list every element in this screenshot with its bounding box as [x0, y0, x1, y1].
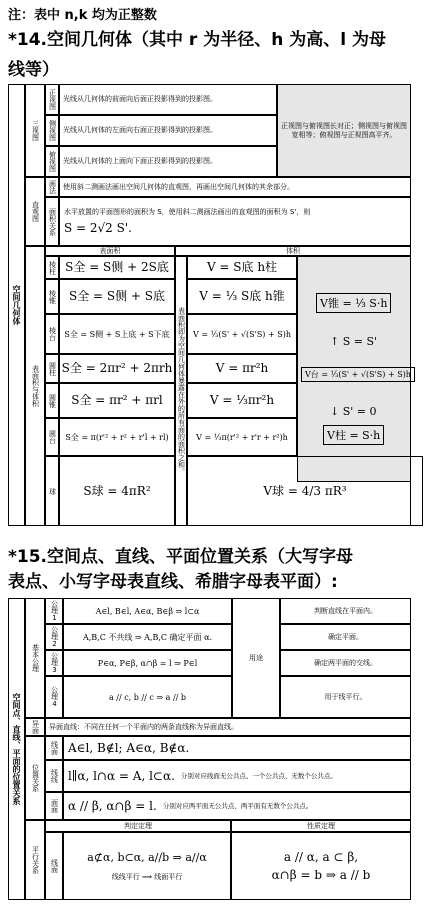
position-relation-label: 位置关系	[25, 736, 45, 820]
front-view-label: 正视图	[45, 84, 59, 115]
parallel-judge-cell	[63, 832, 231, 900]
surface-area-formula: S全 = 2πr² + 2πrh	[59, 354, 175, 383]
parallel-prop-cell	[231, 832, 411, 900]
parallel-label: 平行关系	[25, 820, 45, 900]
area-relation-label: 面积关系	[45, 197, 59, 246]
side-view-desc: 光线从几何体的左面向右面正投影得到的投影图。	[59, 115, 277, 146]
top-view-label: 俯视图	[45, 146, 59, 177]
surface-area-formula: S全 = πr² + πrl	[59, 383, 175, 418]
surface-area-formula: S全 = π(r'² + r² + r'l + rl)	[59, 418, 175, 456]
axiom-formula: A∈l, B∈l, A∈α, B∈β ⇒ l⊂α	[63, 598, 232, 624]
section-15-heading-line2: 表点、小写字母表直线、希腊字母表平面）:	[8, 572, 338, 592]
position-formula: A∈l, B∉l; A∈α, B∉α.	[68, 741, 190, 755]
position-row-name: 线面	[45, 736, 63, 760]
position-row-cell	[63, 792, 411, 820]
section-14-heading-line2: 线等）	[8, 60, 59, 80]
method-label: 画法	[45, 177, 59, 197]
method-desc: 使用斜二测画法画出空间几何体的直观图，再画出空间几何体的其余部分。	[59, 177, 411, 197]
axiom-name: 公理3	[45, 650, 63, 676]
position-desc: 分别对应线面无公共点、一个公共点、无数个公共点。	[180, 771, 337, 780]
parallel-row-name: 线面	[45, 832, 63, 900]
axiom-use-desc: 确定平面。	[280, 624, 411, 650]
three-view-rule: 正视图与俯视图长对正；侧视图与俯视图宽相等；俯视图与正视图高平齐。	[277, 84, 411, 177]
volume-formula: V球 = 4/3 πR³	[187, 456, 423, 526]
parallel-judge-note: 线线平行 ⟹ 线面平行	[111, 872, 183, 881]
axiom-formula: A,B,C 不共线 ⇒ A,B,C 确定平面 α.	[63, 624, 232, 650]
axiom-formula: a // c, b // c ⇒ a // b	[63, 676, 232, 718]
area-relation-desc: 水平放置的平面图形的面积为 S，使用斜二测画法画出的直观图的面积为 S'，则	[64, 208, 311, 216]
prop-col-header: 性质定理	[231, 820, 411, 832]
axioms-label: 基本公理	[25, 598, 45, 718]
position-row-cell	[63, 760, 411, 792]
position-formula: l∥α, l∩α = A, l⊂α.	[68, 769, 175, 783]
position-row-name: 线线	[45, 760, 63, 792]
three-view-label: 三视图	[25, 84, 45, 177]
area-relation-formula: S = 2√2 S'.	[64, 221, 132, 235]
parallel-prop-formula-2: α∩β = b ⇒ a // b	[271, 868, 371, 882]
surface-area-formula: S全 = S侧 + 2S底	[59, 256, 175, 279]
axiom-name: 公理4	[45, 676, 63, 718]
note-text: 注：表中 n,k 均为正整数	[8, 8, 157, 23]
position-main-label: 空间点、直线、平面的位置关系	[8, 598, 25, 900]
volume-formula: V = ⅓πr²h	[187, 383, 297, 418]
axiom-use-desc: 确定两平面的交线。	[280, 650, 411, 676]
position-row-cell	[63, 736, 411, 760]
axioms-use-label: 用途	[232, 598, 280, 718]
position-desc: 分别对应两平面无公共点、两平面有无数个公共点。	[162, 801, 313, 810]
axiom-formula: P∈α, P∈β, α∩β = l ⇒ P∈l	[63, 650, 232, 676]
volume-formula: V = πr²h	[187, 354, 297, 383]
parallel-judge-formula: a⊄α, b⊂α, a//b ⇒ a//α	[87, 850, 207, 864]
solid-name: 棱锥	[45, 279, 59, 314]
cone-volume-box: V锥 = ⅓ S·h	[316, 293, 391, 313]
parallel-prop-formula-1: a // α, a ⊂ β,	[283, 850, 359, 864]
volume-formula: V = ⅓ S底 h锥	[187, 279, 297, 314]
solid-name: 球	[45, 456, 59, 526]
surface-area-formula: S球 = 4πR²	[59, 456, 175, 526]
position-formula: α // β, α∩β = l.	[68, 799, 157, 813]
arrow-down-relation: ↓ S' = 0	[330, 405, 377, 418]
volume-col-header: 体积	[175, 246, 411, 256]
volume-formula: V = ⅓(S' + √(S'S) + S)h	[187, 314, 297, 354]
surface-volume-label: 表面积与体积	[25, 246, 45, 526]
surface-area-middle-text: 表面积即为空间几何体暴露在外的所有面的面积之和。	[175, 256, 187, 526]
axiom-use-desc: 判断直线在平面内。	[280, 598, 411, 624]
geometry-main-label: 空间几何体	[8, 84, 25, 526]
solid-name: 圆台	[45, 418, 59, 456]
side-view-label: 侧视图	[45, 115, 59, 146]
axiom-use-desc: 用于线平行。	[280, 676, 411, 718]
section-14-heading-line1: *14.空间几何体（其中 r 为半径、h 为高、l 为母	[8, 30, 386, 50]
skew-label: 异面	[25, 718, 45, 736]
top-view-desc: 光线从几何体的上面向下面正投影得到的投影图。	[59, 146, 277, 177]
area-col-header: 表面积	[45, 246, 175, 256]
position-row-name: 面面	[45, 792, 63, 820]
area-relation-cell	[59, 197, 411, 246]
surface-area-formula: S全 = S侧 + S上底 + S下底	[59, 314, 175, 354]
judge-col-header: 判定定理	[45, 820, 231, 832]
solid-name: 圆锥	[45, 383, 59, 418]
solid-name: 圆柱	[45, 354, 59, 383]
axiom-name: 公理1	[45, 598, 63, 624]
axiom-name: 公理2	[45, 624, 63, 650]
surface-area-formula: S全 = S侧 + S底	[59, 279, 175, 314]
front-view-desc: 光线从几何体的前面向后面正投影得到的投影图。	[59, 84, 277, 115]
section-15-heading-line1: *15.空间点、直线、平面位置关系（大写字母	[8, 547, 354, 567]
volume-formula: V = ⅓π(r'² + r'r + r²)h	[187, 418, 297, 456]
solid-name: 棱柱	[45, 256, 59, 279]
frustum-volume-box: V台 = ⅓(S' + √(S'S) + S)h	[301, 367, 415, 382]
arrow-up-relation: ↑ S = S'	[330, 335, 378, 348]
intuitive-label: 直观图	[25, 177, 45, 246]
solid-name: 棱台	[45, 314, 59, 354]
prism-volume-box: V柱 = S·h	[323, 425, 384, 445]
volume-formula: V = S底 h柱	[187, 256, 297, 279]
skew-desc: 异面直线：不同在任何一个平面内的两条直线称为异面直线。	[45, 718, 411, 736]
